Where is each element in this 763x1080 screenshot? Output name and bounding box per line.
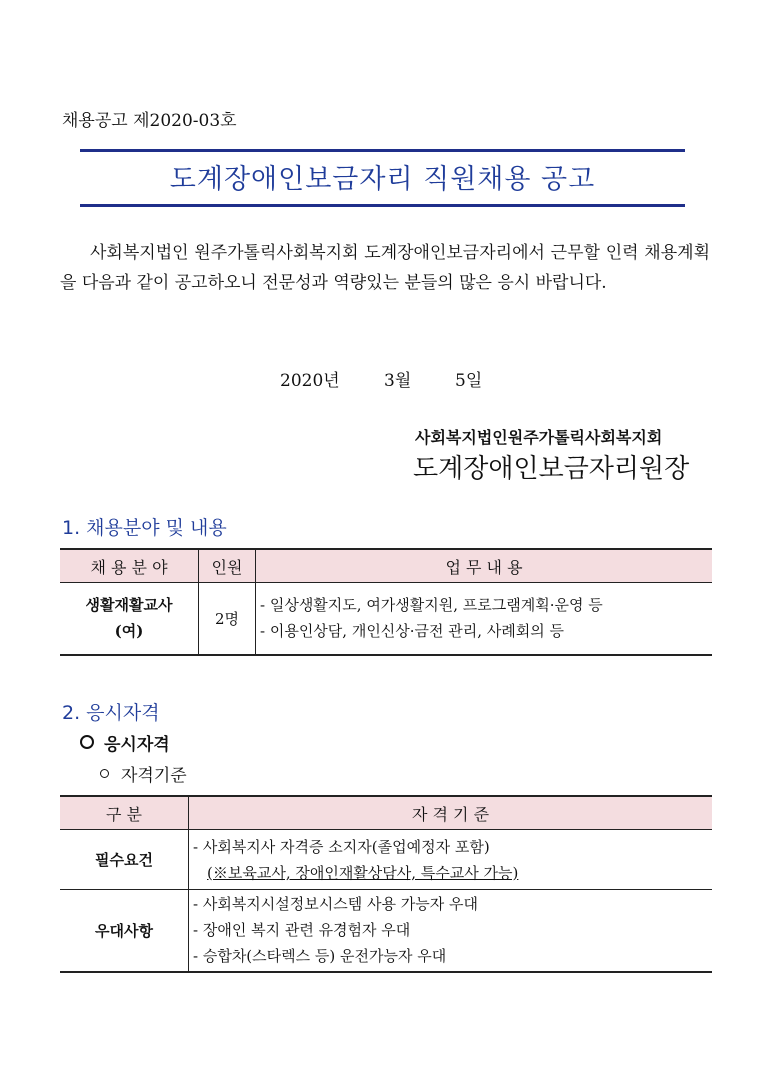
intro-text: 사회복지법인 원주가톨릭사회복지회 도계장애인보금자리에서 근무할 인력 채용계획을 다음과 같이 공고하오니 전문성과 역량있는 분들의 많은 응시 바랍니다. — [60, 243, 710, 293]
header-criteria: 자 격 기 준 — [189, 796, 713, 830]
required-cell — [189, 830, 713, 890]
section2-title: 2. 응시자격 — [62, 702, 160, 724]
title-bottom-rule — [80, 204, 685, 207]
sub-sub-heading — [100, 761, 187, 786]
date-day: 5일 — [455, 371, 483, 391]
issuer-org: 사회복지법인원주가톨릭사회복지회 — [415, 428, 663, 447]
small-circle-bullet-icon — [100, 769, 109, 778]
criteria-item: - 승합차(스타렉스 등) 운전가능자 우대 — [193, 947, 447, 966]
criteria-item: - 장애인 복지 관련 유경험자 우대 — [193, 921, 411, 940]
date-month: 3월 — [384, 371, 412, 391]
duty-item: - 일상생활지도, 여가생활지원, 프로그램계획·운영 등 — [260, 596, 603, 615]
duty-item: - 이용인상담, 개인신상·금전 관리, 사례회의 등 — [260, 622, 565, 641]
sub-sub-heading-text: 자격기준 — [121, 766, 187, 786]
preferred-label: 우대사항 — [60, 890, 189, 972]
criteria-item: (※보육교사, 장애인재활상담사, 특수교사 가능) — [207, 863, 519, 882]
header-duties: 업 무 내 용 — [256, 549, 713, 583]
section1-title: 1. 채용분야 및 내용 — [62, 517, 227, 539]
header-category: 구 분 — [60, 796, 189, 830]
intro-paragraph — [60, 238, 710, 298]
qualification-table — [60, 795, 712, 973]
duties-cell — [256, 583, 713, 655]
field-line2: (여) — [114, 622, 144, 641]
document-number: 채용공고 제2020-03호 — [62, 111, 237, 131]
title-top-rule — [80, 149, 685, 152]
recruitment-table — [60, 548, 712, 656]
required-label: 필수요건 — [60, 830, 189, 890]
count-cell: 2명 — [199, 583, 256, 655]
header-field: 채 용 분 야 — [60, 549, 199, 583]
field-cell — [60, 583, 199, 655]
field-line1: 생활재활교사 — [85, 596, 173, 615]
preferred-cell — [189, 890, 713, 972]
criteria-item: - 사회복지시설정보시스템 사용 가능자 우대 — [193, 895, 478, 914]
criteria-item: - 사회복지사 자격증 소지자(졸업예정자 포함) — [193, 837, 490, 856]
sub-heading-text: 응시자격 — [104, 735, 170, 755]
date-year: 2020년 — [280, 371, 340, 391]
header-count: 인원 — [199, 549, 256, 583]
issuer-head: 도계장애인보금자리원장 — [413, 454, 690, 484]
sub-heading — [80, 730, 170, 755]
circle-bullet-icon — [80, 735, 94, 749]
page-title: 도계장애인보금자리 직원채용 공고 — [169, 164, 596, 195]
